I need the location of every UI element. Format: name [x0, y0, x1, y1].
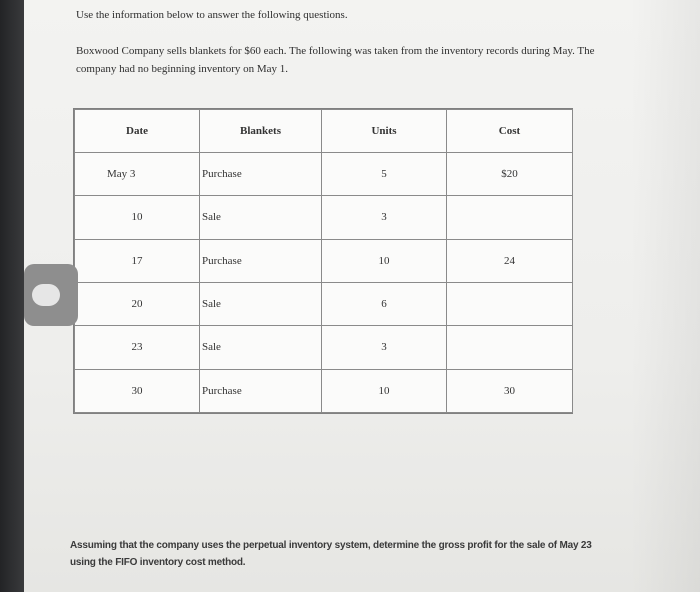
inventory-table-container	[73, 108, 573, 414]
cell-units: 3	[322, 326, 447, 369]
instruction-text: Use the information below to answer the following questions.	[76, 9, 348, 21]
header-units: Units	[322, 110, 447, 153]
cell-type: Sale	[200, 282, 322, 325]
table-row	[75, 196, 573, 239]
cell-units: 3	[322, 196, 447, 239]
page-shadow	[630, 0, 700, 592]
cell-cost: 24	[447, 239, 573, 282]
cell-date: 17	[75, 239, 200, 282]
cell-type: Sale	[200, 326, 322, 369]
table-row	[75, 326, 573, 369]
cell-cost: 30	[447, 369, 573, 412]
cell-date: 23	[75, 326, 200, 369]
cell-date: 30	[75, 369, 200, 412]
question-text: Assuming that the company uses the perpetual inventory system, determine the gross profit for the sale of May 23 using the FIFO inventory cost method.	[70, 540, 592, 568]
cell-type: Purchase	[200, 239, 322, 282]
cell-units: 6	[322, 282, 447, 325]
cell-units: 5	[322, 153, 447, 196]
header-cost: Cost	[447, 110, 573, 153]
header-date: Date	[75, 110, 200, 153]
cell-cost	[447, 326, 573, 369]
cell-cost	[447, 196, 573, 239]
left-screen-edge	[0, 0, 26, 592]
cell-date: 20	[75, 282, 200, 325]
overlay-toggle-button[interactable]	[24, 264, 78, 326]
table-row	[75, 282, 573, 325]
table-row	[75, 153, 573, 196]
inventory-table	[74, 109, 573, 413]
table-header-row	[75, 110, 573, 153]
cell-cost	[447, 282, 573, 325]
table-row	[75, 239, 573, 282]
cell-type: Sale	[200, 196, 322, 239]
cell-date: May 3	[75, 153, 200, 196]
cell-cost: $20	[447, 153, 573, 196]
cell-date: 10	[75, 196, 200, 239]
intro-paragraph: Boxwood Company sells blankets for $60 each. The following was taken from the inventory records during May. The company had no beginning inventory on May 1.	[76, 45, 595, 75]
header-blankets: Blankets	[200, 110, 322, 153]
toggle-knob	[32, 284, 60, 306]
cell-units: 10	[322, 369, 447, 412]
cell-type: Purchase	[200, 369, 322, 412]
cell-units: 10	[322, 239, 447, 282]
table-row	[75, 369, 573, 412]
cell-type: Purchase	[200, 153, 322, 196]
